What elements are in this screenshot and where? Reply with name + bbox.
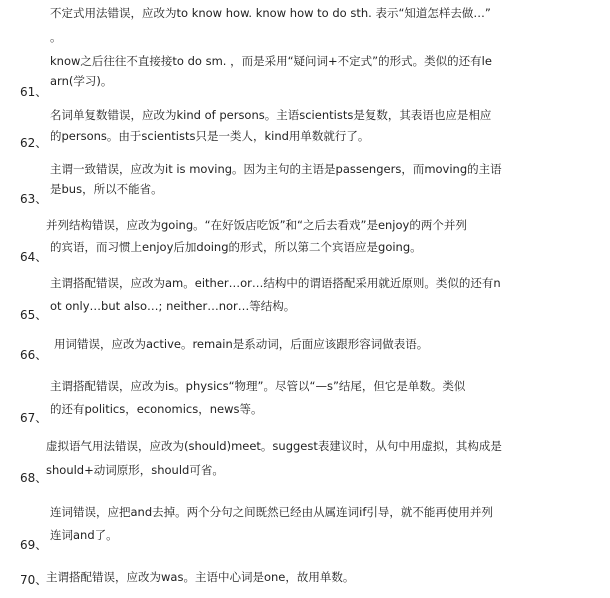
entry-text-line: 的还有politics，economics，news等。 <box>50 402 263 416</box>
entry-number: 64、 <box>20 250 48 264</box>
entry-text-line: 名词单复数错误，应改为kind of persons。主语scientists是复数，其表语也应是相应 <box>50 108 492 122</box>
entry-text-line: ot only…but also…; neither…nor…等结构。 <box>50 299 296 313</box>
entry-text-line: should+动词原形，should可省。 <box>46 463 224 477</box>
entry-text-line: 虚拟语气用法错误，应改为(should)meet。suggest表建议时，从句中用虚拟，其构成是 <box>46 439 502 453</box>
entry-number: 67、 <box>20 411 48 425</box>
entry-number: 66、 <box>20 348 48 362</box>
entry-text-line: 主谓搭配错误，应改为am。either…or…结构中的谓语搭配采用就近原则。类似的还有n <box>50 276 501 290</box>
entry-number: 68、 <box>20 471 48 485</box>
entry-text-line: 用词错误，应改为active。remain是系动词，后面应该跟形容词做表语。 <box>54 337 429 351</box>
entry-number: 65、 <box>20 308 48 322</box>
entry-text-line: know之后往往不直接接to do sm. ，而是采用“疑问词+不定式”的形式。类似的还有le <box>50 54 492 68</box>
entry-text-line: 主谓搭配错误，应改为is。physics“物理”。尽管以“—s”结尾，但它是单数。类似 <box>50 379 466 393</box>
entry-text-line: 。 <box>50 30 62 44</box>
entry-text-line: 不定式用法错误，应改为to know how. know how to do sth. 表示“知道怎样去做…” <box>50 6 491 20</box>
entry-number: 69、 <box>20 538 48 552</box>
entry-number: 61、 <box>20 85 48 99</box>
entry-text-line: 连词错误，应把and去掉。两个分句之间既然已经由从属连词if引导，就不能再使用并列 <box>50 505 493 519</box>
entry-text-line: 的persons。由于scientists只是一类人，kind用单数就行了。 <box>50 129 370 143</box>
entry-number: 70、 <box>20 573 48 587</box>
entry-text-line: 的宾语，而习惯上enjoy后加doing的形式，所以第二个宾语应是going。 <box>50 240 422 254</box>
entry-number: 63、 <box>20 192 48 206</box>
entry-text-line: 连词and了。 <box>50 528 118 542</box>
entry-number: 62、 <box>20 136 48 150</box>
entry-text-line: 并列结构错误，应改为going。“在好饭店吃饭”和“之后去看戏”是enjoy的两个并列 <box>46 218 467 232</box>
entry-text-line: arn(学习)。 <box>50 74 113 88</box>
entry-text-line: 主谓搭配错误，应改为was。主语中心词是one，故用单数。 <box>46 570 355 584</box>
entry-text-line: 是bus，所以不能省。 <box>50 182 163 196</box>
entry-text-line: 主谓一致错误，应改为it is moving。因为主句的主语是passengers，而moving的主语 <box>50 162 502 176</box>
